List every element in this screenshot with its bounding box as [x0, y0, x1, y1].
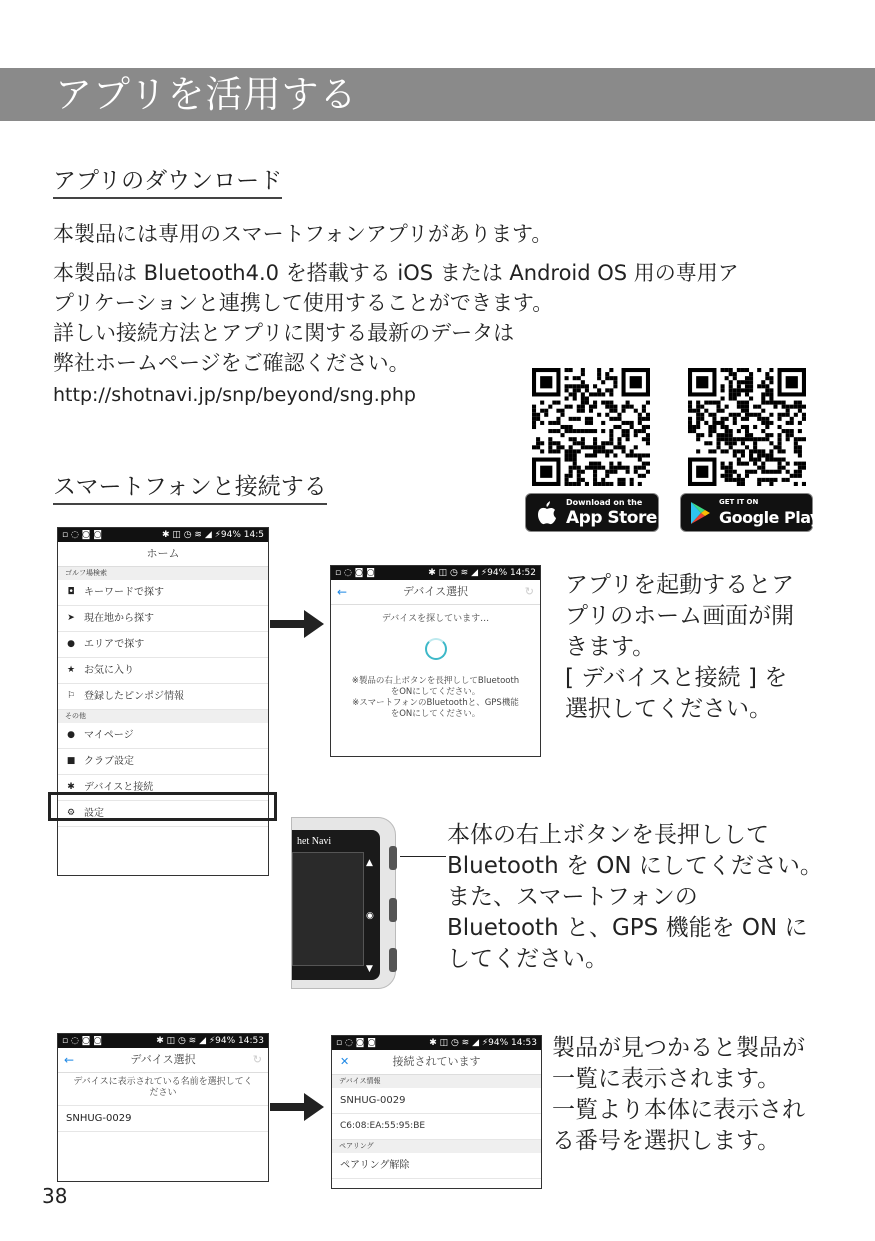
menu-item-label: お気に入り [84, 665, 134, 676]
book-icon: ◘ [67, 587, 75, 597]
body-line-4: 弊社ホームページをご確認ください。 [53, 351, 410, 375]
location-arrow-icon: ➤ [67, 613, 75, 623]
up-triangle-icon: ▲ [366, 858, 373, 868]
club-icon: ■ [66, 756, 76, 766]
flag-icon: ⚐ [66, 691, 76, 701]
close-icon[interactable]: ✕ [340, 1055, 350, 1068]
device-search-screen [330, 565, 541, 757]
device-list-item[interactable] [58, 1106, 268, 1132]
device-search-appbar [331, 580, 540, 605]
device-illustration [291, 817, 396, 989]
connect-heading: スマートフォンと接続する [53, 472, 327, 505]
caption-line: Bluetooth と、GPS 機能を ON に [447, 915, 808, 941]
device-search-title: デバイス選択 [402, 585, 469, 598]
menu-item-club-settings[interactable] [58, 749, 268, 775]
caption-line: きます。 [565, 634, 656, 660]
device-name: SNHUG-0029 [340, 1095, 406, 1106]
caption-line: Bluetooth を ON にしてください。 [447, 853, 823, 879]
gears-icon: ⚙ [66, 808, 76, 818]
section-device-info: デバイス情報 [332, 1075, 541, 1088]
caption-line: 選択してください。 [565, 696, 772, 722]
status-icons-right: ✱ ◫ ◷ ≋ ◢ ⚡94% 14:5 [161, 530, 264, 540]
menu-item-area[interactable] [58, 632, 268, 658]
device-bezel [292, 830, 380, 980]
caption-line: 一覧に表示されます。 [552, 1066, 781, 1092]
app-store-badge[interactable] [525, 493, 659, 532]
google-play-small-text: GET IT ON [719, 498, 759, 506]
device-list-prompt [58, 1077, 268, 1106]
download-heading: アプリのダウンロード [53, 166, 282, 199]
note-line: ※製品の右上ボタンを長押ししてBluetooth [351, 676, 520, 686]
prompt-line: ださい [149, 1088, 177, 1098]
home-screen [57, 527, 269, 876]
back-arrow-icon[interactable]: ← [337, 585, 348, 599]
step1-caption [565, 570, 794, 725]
searching-text: デバイスを探しています… [381, 614, 490, 624]
body-line-3: 詳しい接続方法とアプリに関する最新のデータは [53, 321, 515, 345]
status-bar [331, 566, 540, 580]
globe-icon: ● [67, 639, 75, 649]
status-icons-left: ▫ ◌ ◙ ◙ [62, 1036, 102, 1046]
status-bar [58, 528, 268, 542]
note-line: をONにしてください。 [390, 709, 481, 719]
arrow-right-icon [270, 609, 324, 639]
download-url[interactable]: http://shotnavi.jp/snp/beyond/sng.php [53, 384, 416, 406]
apple-icon [536, 501, 558, 525]
status-icons-left: ▫ ◌ ◙ ◙ [335, 568, 375, 578]
google-play-badge[interactable] [680, 493, 820, 532]
connected-title: 接続されています [392, 1055, 481, 1068]
page-title: アプリを活用する [55, 73, 358, 116]
user-icon: ● [67, 730, 75, 740]
note-line: をONにしてください。 [390, 687, 481, 697]
caption-line: また、スマートフォンの [447, 884, 698, 910]
google-play-icon [689, 501, 711, 525]
menu-item-label: クラブ設定 [84, 756, 134, 767]
device-list-screen [57, 1033, 269, 1182]
menu-item-label: マイページ [84, 730, 134, 741]
device-mac: C6:08:EA:55:95:BE [340, 1121, 426, 1131]
menu-item-label: 登録したピンポジ情報 [84, 691, 184, 702]
prompt-line: デバイスに表示されている名前を選択してく [73, 1077, 253, 1087]
menu-item-label: 設定 [84, 808, 104, 819]
down-triangle-icon: ▼ [366, 964, 373, 974]
menu-item-label: エリアで探す [84, 639, 145, 650]
back-arrow-icon[interactable]: ← [64, 1053, 75, 1067]
section-pairing: ペアリング [332, 1140, 541, 1153]
status-icons-left: ▫ ◌ ◙ ◙ [336, 1038, 376, 1048]
device-screen [292, 852, 364, 966]
page-number: 38 [42, 1184, 68, 1208]
connected-device-name [332, 1088, 541, 1114]
pointer-line [400, 856, 446, 857]
center-dot-icon: ◉ [366, 911, 374, 921]
menu-item-label: 現在地から探す [84, 613, 154, 624]
top-right-button [389, 846, 397, 870]
google-play-large-text: Google Play [719, 508, 820, 527]
caption-line: 一覧より本体に表示され [552, 1097, 805, 1123]
body-line-1: 本製品は Bluetooth4.0 を搭載する iOS または Android OS 用の専用ア [53, 261, 739, 285]
device-brand: het Navi [297, 836, 332, 847]
caption-line: してください。 [447, 946, 608, 972]
connected-appbar [332, 1050, 541, 1075]
middle-button [389, 898, 397, 922]
connected-screen [331, 1035, 542, 1189]
device-list-appbar [58, 1048, 268, 1073]
star-icon: ★ [66, 665, 76, 675]
unpair-label: ペアリング解除 [340, 1160, 410, 1171]
intro-text: 本製品には専用のスマートフォンアプリがあります。 [53, 222, 553, 246]
section-golf-search: ゴルフ場検索 [58, 567, 268, 580]
menu-item-my-page[interactable] [58, 723, 268, 749]
step3-caption [552, 1033, 805, 1157]
caption-line: アプリを起動するとア [565, 572, 795, 598]
loading-spinner [425, 638, 447, 660]
body-line-2: プリケーションと連携して使用することができます。 [53, 291, 554, 315]
status-bar [332, 1036, 541, 1050]
ios-qr-code [532, 368, 650, 486]
home-appbar-title: ホーム [58, 542, 268, 567]
status-icons-left: ▫ ◌ ◙ ◙ [62, 530, 102, 540]
status-icons-right: ✱ ◫ ◷ ≋ ◢ ⚡94% 14:52 [428, 568, 536, 578]
caption-line: る番号を選択します。 [552, 1128, 781, 1154]
menu-item-label: デバイスと接続 [84, 782, 154, 793]
menu-item-current-location[interactable] [58, 606, 268, 632]
caption-line: 本体の右上ボタンを長押しして [447, 822, 769, 848]
arrow-right-icon [270, 1092, 324, 1122]
device-name: SNHUG-0029 [66, 1113, 132, 1124]
highlight-device-connect [48, 792, 277, 821]
status-icons-right: ✱ ◫ ◷ ≋ ◢ ⚡94% 14:53 [156, 1036, 264, 1046]
menu-item-pin-positions[interactable] [58, 684, 268, 710]
status-bar [58, 1034, 268, 1048]
bluetooth-icon: ✱ [67, 782, 75, 792]
refresh-icon[interactable]: ↻ [252, 1053, 262, 1066]
app-store-small-text: Download on the [566, 498, 643, 507]
unpair-button[interactable] [332, 1153, 541, 1179]
device-list-title: デバイス選択 [130, 1053, 196, 1066]
step2-caption [447, 820, 823, 975]
menu-item-favorites[interactable] [58, 658, 268, 684]
section-other: その他 [58, 710, 268, 723]
caption-line: [ デバイスと接続 ] を [565, 665, 788, 691]
device-mac-row [332, 1114, 541, 1140]
caption-line: プリのホーム画面が開 [565, 603, 795, 629]
menu-item-label: キーワードで探す [84, 587, 164, 598]
status-icons-right: ✱ ◫ ◷ ≋ ◢ ⚡94% 14:53 [429, 1038, 537, 1048]
caption-line: 製品が見つかると製品が [552, 1035, 805, 1061]
menu-item-keyword[interactable] [58, 580, 268, 606]
android-qr-code [688, 368, 806, 486]
app-store-large-text: App Store [566, 508, 657, 528]
note-line: ※スマートフォンのBluetoothと、GPS機能 [352, 698, 519, 708]
bottom-button [389, 948, 397, 972]
refresh-icon[interactable]: ↻ [524, 585, 534, 598]
